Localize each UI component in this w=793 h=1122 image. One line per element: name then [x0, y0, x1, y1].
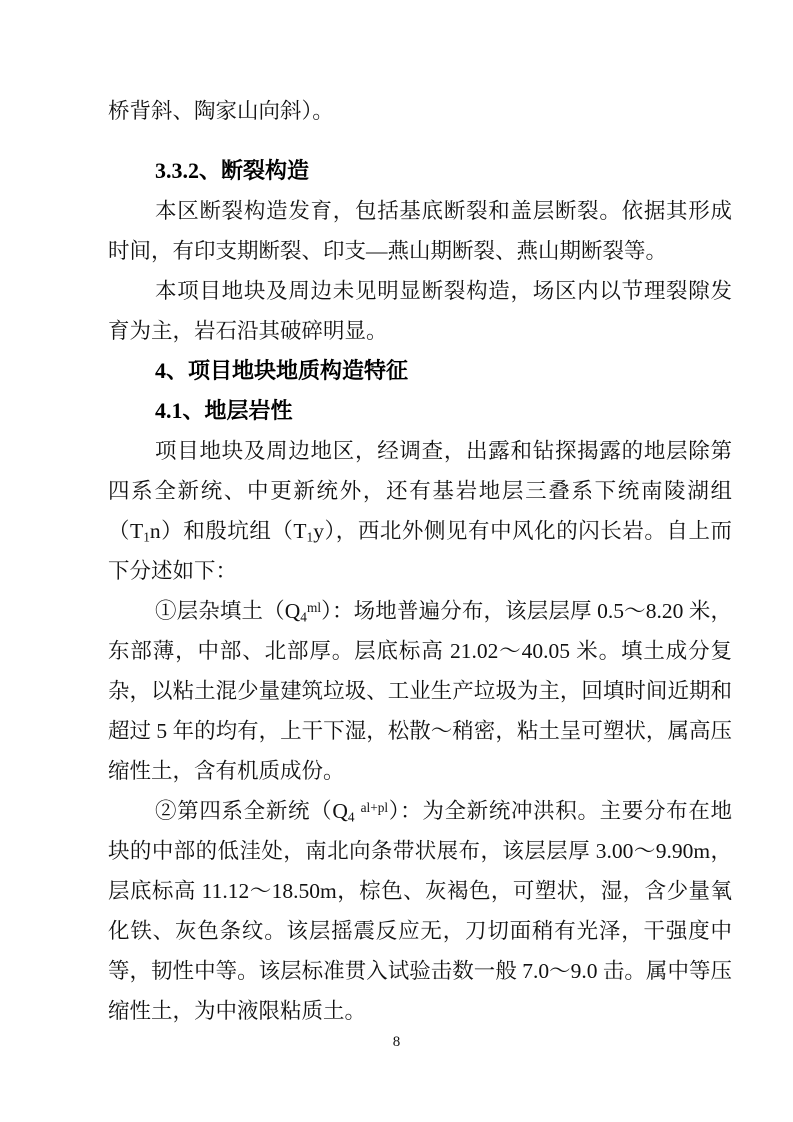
page-footer [0, 1031, 793, 1053]
paragraph-layer2-holocene: ②第四系全新统（$Q_4$ $^{al+pl}$）：为全新统冲洪积。主要分布在地块的中部的低洼处，南北向条带状展布，该层层厚 3.00～9.90m，层底标高 11.12～18.50m，棕色、灰褐色，可塑状，湿，含少量氧化铁、灰色条纹。该层摇震反应无，刀切面稍有光泽，干强度中等，韧性中等。该层标准贯入试验击数一般 7.0～9.0 击。属中等压缩性土，为中液限粘质土。 [108, 799, 732, 1023]
paragraph-strata-overview: 项目地块及周边地区，经调查，出露和钻探揭露的地层除第四系全新统、中更新统外，还有基岩地层三叠系下统南陵湖组$(T_1n)$和殷坑组$(T_1y)$，西北外侧见有中风化的闪长岩。自上而下分述如下： [108, 439, 732, 583]
paragraph-regional-faults: 本区断裂构造发育，包括基底断裂和盖层断裂。依据其形成时间，有印支期断裂、印支—燕山期断裂、燕山期断裂等。 [108, 199, 732, 263]
heading-chapter-4-geology: 4、项目地块地质构造特征 [155, 358, 409, 383]
paragraph-continued-from-previous-page: 桥背斜、陶家山向斜）。 [108, 99, 334, 123]
paragraph-layer1-miscellaneous-fill: ①层杂填土$(Q_4^{ml})$：场地普遍分布，该层层厚 0.5～8.20 米，东部薄，中部、北部厚。层底标高 21.02～40.05 米。填土成分复杂，以粘土混少量建筑垃圾、工业生产垃圾为主，回填时间近期和超过 5 年的均有，上干下湿，松散～稍密，粘土呈可塑状，属高压缩性土，含有机质成份。 [108, 599, 732, 783]
heading-fault-structure: 3.3.2、断裂构造 [155, 158, 310, 183]
paragraph-site-faults: 本项目地块及周边未见明显断裂构造，场区内以节理裂隙发育为主，岩石沿其破碎明显。 [108, 279, 732, 343]
page-content [108, 91, 732, 1031]
page-number: 8 [392, 1034, 401, 1050]
heading-stratum-lithology: 4.1、地层岩性 [155, 398, 293, 423]
